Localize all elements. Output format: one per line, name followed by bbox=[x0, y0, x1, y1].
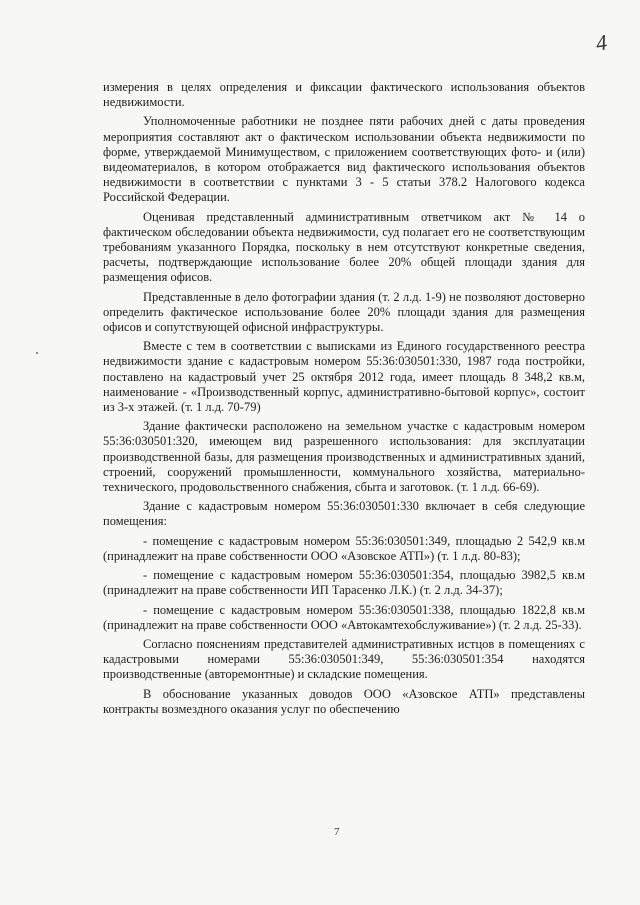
paragraph: Вместе с тем в соответствии с выписками из Единого государственного реестра недвижимости здание с кадастровым номером 55:36:030501:330, 1987 года постройки, поставлено на кадастровый учет 25 октября 2012 года, имеет площадь 8 348,2 кв.м, наименование - «Производственный корпус, административно-бытовой корпус», состоит из 3-х этажей. (т. 1 л.д. 70-79) bbox=[103, 339, 585, 415]
paragraph: Согласно пояснениям представителей административных истцов в помещениях с кадастровыми номерами 55:36:030501:349, 55:36:030501:354 находятся производственные (авторемонтные) и складские помещения. bbox=[103, 636, 585, 682]
paragraph: Уполномоченные работники не позднее пяти рабочих дней с даты проведения мероприятия составляют акт о фактическом использовании объекта недвижимости по форме, утверждаемой Минимуществом, с приложением соответствующих фото- и (или) видеоматериалов, в котором отображается вид фактического использования объектов недвижимости в соответствии с пунктами 3 - 5 статьи 378.2 Налогового кодекса Российской Федерации. bbox=[103, 114, 585, 205]
document-body bbox=[103, 80, 585, 721]
paragraph: Здание фактически расположено на земельном участке с кадастровым номером 55:36:030501:320, имеющем вид разрешенного использования: для эксплуатации производственной базы, для размещения производственных и административных зданий, строений, сооружений промышленности, коммунального хозяйства, материально-технического, продовольственного снабжения, сбыта и заготовок. (т. 1 л.д. 66-69). bbox=[103, 419, 585, 495]
scan-speck bbox=[36, 352, 38, 354]
paragraph: Представленные в дело фотографии здания (т. 2 л.д. 1-9) не позволяют достоверно определить фактическое использование более 20% площади здания для размещения офисов и сопутствующей офисной инфраструктуры. bbox=[103, 289, 585, 335]
paragraph: Здание с кадастровым номером 55:36:030501:330 включает в себя следующие помещения: bbox=[103, 499, 585, 529]
list-item: - помещение с кадастровым номером 55:36:030501:338, площадью 1822,8 кв.м (принадлежит на праве собственности ООО «Автокамтехобслуживание») (т. 2 л.д. 25-33). bbox=[103, 602, 585, 632]
list-item: - помещение с кадастровым номером 55:36:030501:349, площадью 2 542,9 кв.м (принадлежит на праве собственности ООО «Азовское АТП») (т. 1 л.д. 80-83); bbox=[103, 533, 585, 563]
list-item: - помещение с кадастровым номером 55:36:030501:354, площадью 3982,5 кв.м (принадлежит на праве собственности ИП Тарасенко Л.К.) (т. 2 л.д. 34-37); bbox=[103, 568, 585, 598]
paragraph: В обоснование указанных доводов ООО «Азовское АТП» представлены контракты возмездного оказания услуг по обеспечению bbox=[103, 686, 585, 716]
paragraph: Оценивая представленный административным ответчиком акт № 14 о фактическом обследовании объекта недвижимости, суд полагает его не соответствующим требованиям указанного Порядка, поскольку в нем отсутствуют конкретные сведения, расчеты, подтверждающие использование более 20% общей площади здания для размещения офисов. bbox=[103, 209, 585, 285]
page-number: 7 bbox=[334, 826, 340, 838]
paragraph: измерения в целях определения и фиксации фактического использования объектов недвижимости. bbox=[103, 80, 585, 110]
handwritten-page-mark: 4 bbox=[594, 29, 609, 56]
